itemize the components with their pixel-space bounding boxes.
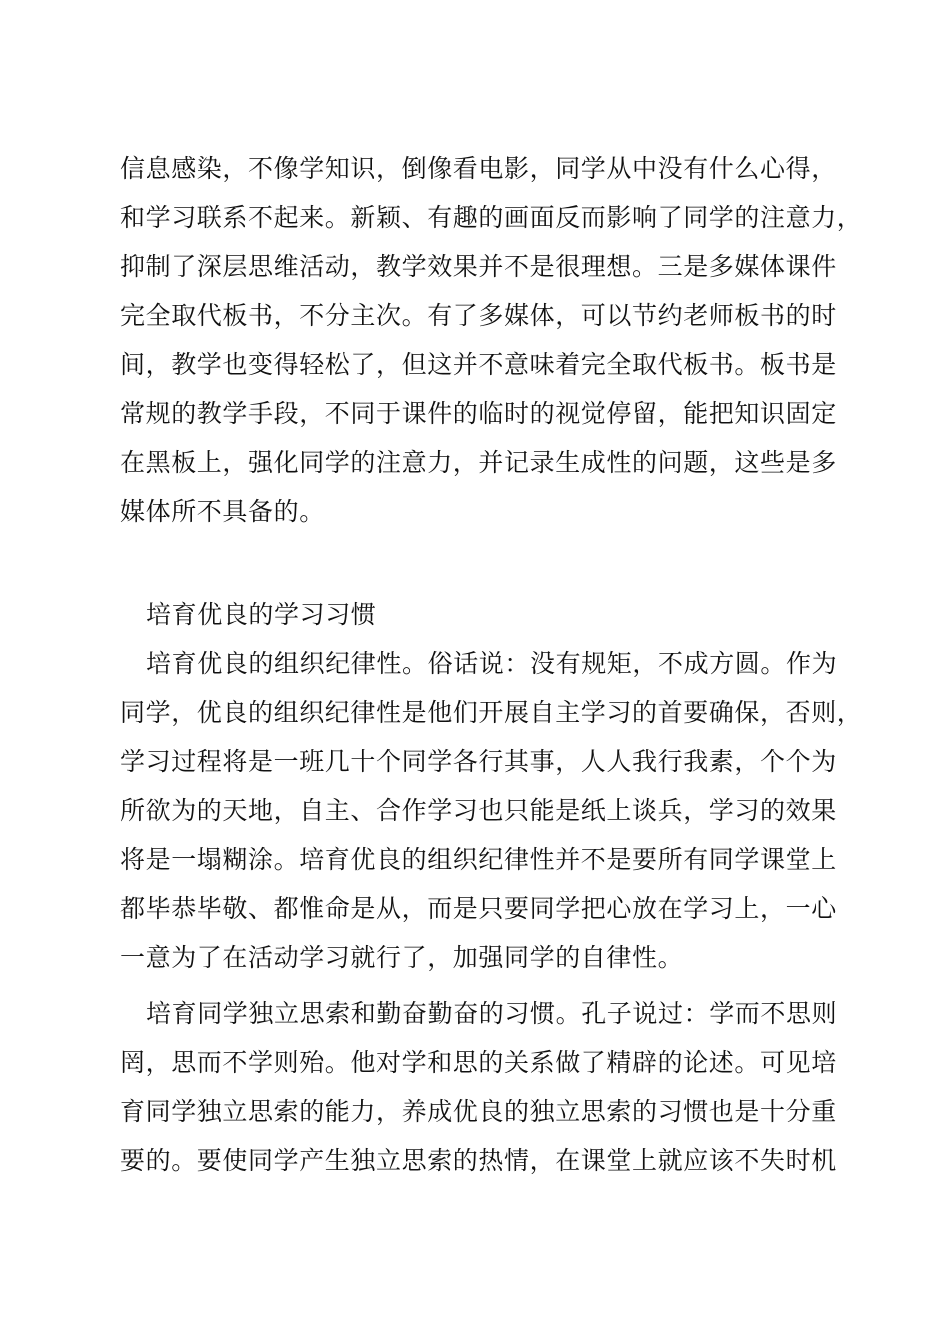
paragraph-line: 育同学独立思索的能力，养成优良的独立思索的习惯也是十分重 [120, 1097, 837, 1126]
paragraph-line: 都毕恭毕敬、都惟命是从，而是只要同学把心放在学习上，一心 [120, 894, 837, 923]
paragraph-line: 信息感染，不像学知识，倒像看电影，同学从中没有什么心得， [120, 154, 837, 183]
paragraph-line: 培育优良的组织纪律性。俗话说：没有规矩，不成方圆。作为 [146, 649, 838, 678]
paragraph-line: 和学习联系不起来。新颖、有趣的画面反而影响了同学的注意力， [120, 203, 863, 232]
paragraph-line: 在黑板上，强化同学的注意力，并记录生成性的问题，这些是多 [120, 448, 837, 477]
paragraph-line: 同学，优良的组织纪律性是他们开展自主学习的首要确保，否则， [120, 698, 863, 727]
paragraph-line: 罔，思而不学则殆。他对学和思的关系做了精辟的论述。可见培 [120, 1048, 837, 1077]
paragraph-line: 要的。要使同学产生独立思索的热情，在课堂上就应该不失时机 [120, 1146, 837, 1175]
paragraph-line: 所欲为的天地，自主、合作学习也只能是纸上谈兵，学习的效果 [120, 796, 837, 825]
section-heading: 培育优良的学习习惯 [146, 600, 377, 629]
paragraph-line: 媒体所不具备的。 [120, 497, 325, 526]
paragraph-line: 将是一塌糊涂。培育优良的组织纪律性并不是要所有同学课堂上 [120, 845, 837, 874]
paragraph-line: 培育同学独立思索和勤奋勤奋的习惯。孔子说过：学而不思则 [146, 999, 838, 1028]
paragraph-line: 完全取代板书，不分主次。有了多媒体，可以节约老师板书的时 [120, 301, 837, 330]
paragraph-line: 间，教学也变得轻松了，但这并不意味着完全取代板书。板书是 [120, 350, 837, 379]
paragraph-line: 学习过程将是一班几十个同学各行其事，人人我行我素，个个为 [120, 747, 837, 776]
paragraph-line: 常规的教学手段，不同于课件的临时的视觉停留，能把知识固定 [120, 399, 837, 428]
paragraph-line: 抑制了深层思维活动，教学效果并不是很理想。三是多媒体课件 [120, 252, 837, 281]
paragraph-line: 一意为了在活动学习就行了，加强同学的自律性。 [120, 943, 684, 972]
